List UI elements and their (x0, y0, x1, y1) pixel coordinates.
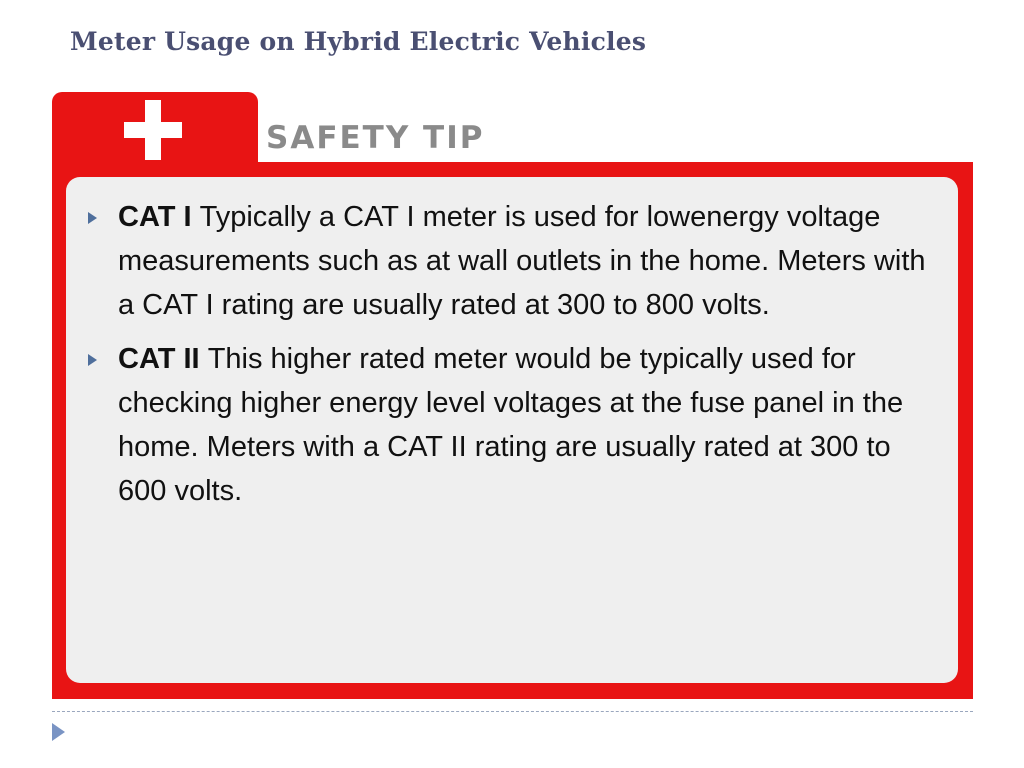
bullet-arrow-icon (88, 212, 97, 224)
cross-icon (124, 100, 182, 160)
safety-tip-body (66, 177, 958, 683)
bullet-term: CAT I (118, 201, 200, 233)
page-title: Meter Usage on Hybrid Electric Vehicles (70, 27, 647, 56)
footer-divider (52, 711, 973, 712)
list-item (118, 337, 928, 513)
bullet-term: CAT II (118, 343, 208, 375)
bullet-arrow-icon (88, 354, 97, 366)
safety-tip-header: SAFETY TIP (266, 120, 485, 156)
list-item (118, 195, 928, 327)
bullet-list (118, 195, 928, 523)
next-arrow-icon[interactable] (52, 723, 65, 741)
bullet-text: Typically a CAT I meter is used for lowenergy voltage measurements such as at wall outlets in the home. Meters with a CAT I rating are usually rated at 300 to 800 volts. (118, 201, 926, 321)
bullet-text: This higher rated meter would be typically used for checking higher energy level voltages at the fuse panel in the home. Meters with a CAT II rating are usually rated at 300 to 600 volts. (118, 343, 904, 507)
